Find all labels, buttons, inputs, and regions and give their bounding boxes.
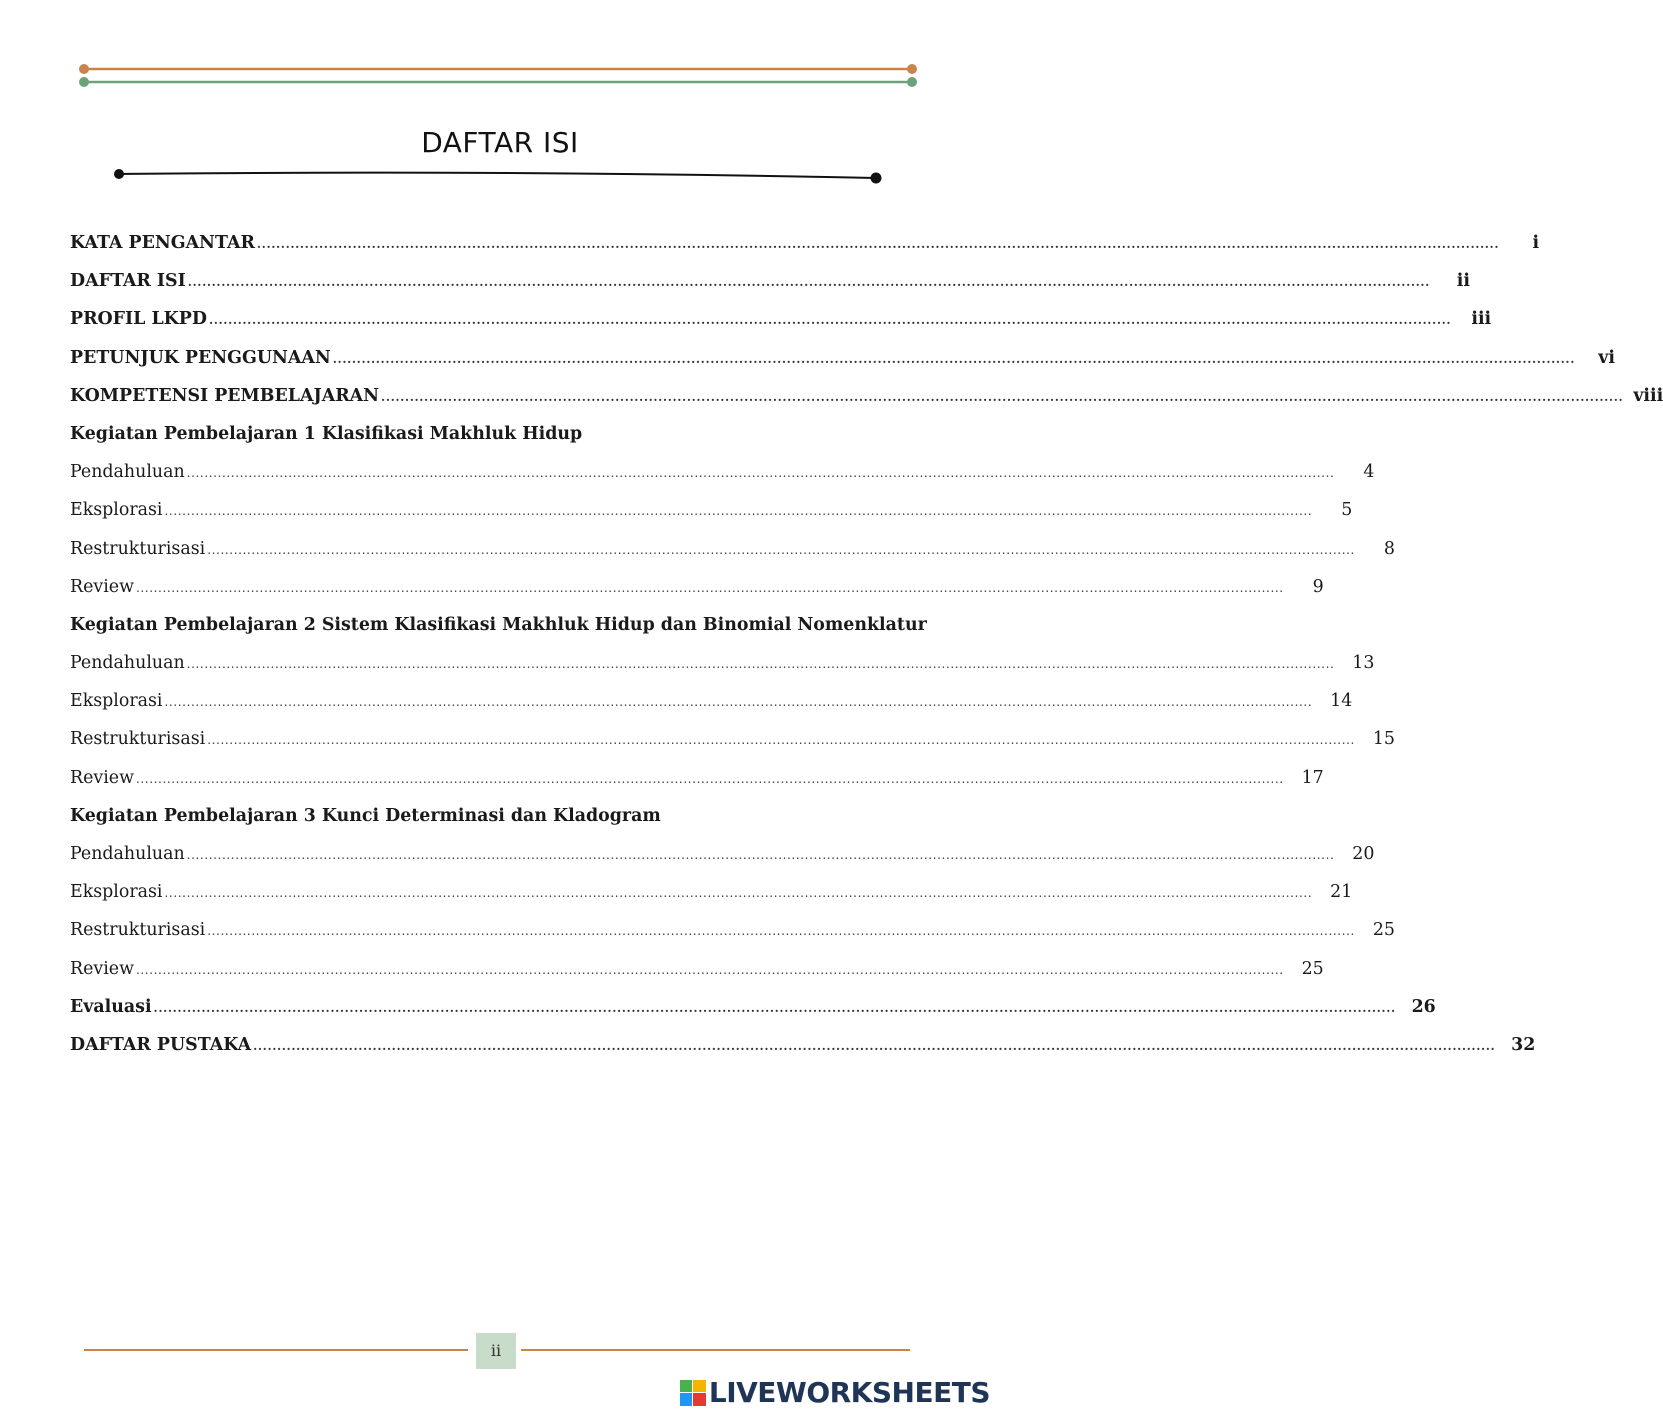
toc-entry-page-number: 5 xyxy=(1341,500,1353,521)
toc-entry-label: Evaluasi xyxy=(70,996,152,1017)
watermark-text: LIVEWORKSHEETS xyxy=(708,1376,990,1409)
toc-entry xyxy=(70,915,1395,953)
toc-entry-page-number: 20 xyxy=(1352,844,1375,864)
toc-dot-leader: .................................................................................................................................................................................................................................................................... xyxy=(253,1038,1496,1053)
toc-entry-label: DAFTAR ISI xyxy=(70,271,186,292)
toc-entry-page-number: iii xyxy=(1471,309,1492,330)
toc-dot-leader: .................................................................................................................................................................................................................................................................... xyxy=(208,313,1452,328)
toc-entry-label: Eksplorasi xyxy=(70,691,163,712)
toc-entry-page-number: i xyxy=(1532,233,1540,253)
toc-entry-label: Kegiatan Pembelajaran 3 Kunci Determinasi dan Kladogram xyxy=(70,805,661,826)
toc-dot-leader: .................................................................................................................................................................................................................................................................... xyxy=(381,389,1624,404)
toc-entry-label: KOMPETENSI PEMBELAJARAN xyxy=(70,385,380,406)
toc-dot-leader: .................................................................................................................................................................................................................................................................... xyxy=(332,351,1575,366)
toc-entry xyxy=(70,572,1324,610)
toc-entry-label: Pendahuluan xyxy=(70,462,185,483)
toc-entry-page-number: viii xyxy=(1633,385,1663,406)
toc-entry xyxy=(70,266,1470,304)
toc-entry-page-number: 32 xyxy=(1511,1034,1536,1055)
toc-entry-label: Kegiatan Pembelajaran 2 Sistem Klasifikasi Makhluk Hidup dan Binomial Nomenklatur xyxy=(70,614,927,635)
toc-entry-page-number: 25 xyxy=(1301,958,1324,979)
footer-page-number: ii xyxy=(476,1333,516,1369)
toc-entry xyxy=(70,686,1353,724)
toc-entry xyxy=(70,763,1324,801)
toc-entry-page-number: 26 xyxy=(1411,996,1436,1017)
toc-entry-label: Kegiatan Pembelajaran 1 Klasifikasi Makhluk Hidup xyxy=(70,423,583,444)
toc-dot-leader: .................................................................................................................................................................................................................................................................... xyxy=(135,771,1284,786)
toc-entry xyxy=(70,304,1492,342)
toc-entry-label: DAFTAR PUSTAKA xyxy=(70,1034,252,1055)
toc-section-heading xyxy=(70,801,922,839)
toc-entry-label: Pendahuluan xyxy=(70,653,185,674)
toc-entry xyxy=(70,724,1395,762)
toc-entry xyxy=(70,457,1375,495)
toc-entry xyxy=(70,954,1324,992)
toc-entry-label: Restrukturisasi xyxy=(70,920,206,941)
toc-entry-page-number: 21 xyxy=(1330,882,1353,903)
toc-dot-leader: .................................................................................................................................................................................................................................................................... xyxy=(164,504,1313,519)
page-title: DAFTAR ISI xyxy=(421,126,579,159)
toc-entry xyxy=(70,495,1353,533)
toc-dot-leader: .................................................................................................................................................................................................................................................................... xyxy=(186,466,1335,481)
toc-dot-leader: .................................................................................................................................................................................................................................................................... xyxy=(164,695,1313,710)
toc-entry xyxy=(70,648,1375,686)
toc-dot-leader: .................................................................................................................................................................................................................................................................... xyxy=(207,542,1355,557)
top-border-lines xyxy=(79,64,917,87)
toc-dot-leader: .................................................................................................................................................................................................................................................................... xyxy=(135,962,1284,977)
toc-entry-label: Eksplorasi xyxy=(70,882,163,903)
toc-entry xyxy=(70,1030,1536,1068)
toc-entry-page-number: 4 xyxy=(1363,462,1375,483)
toc-entry-label: KATA PENGANTAR xyxy=(70,233,255,253)
toc-dot-leader: .................................................................................................................................................................................................................................................................... xyxy=(135,580,1284,595)
toc-entry xyxy=(70,839,1375,877)
toc-entry-page-number: 25 xyxy=(1372,920,1395,941)
toc-dot-leader: .................................................................................................................................................................................................................................................................... xyxy=(153,1000,1396,1015)
toc-dot-leader: .................................................................................................................................................................................................................................................................... xyxy=(186,657,1335,672)
table-of-contents xyxy=(70,228,1663,1068)
toc-entry-label: Eksplorasi xyxy=(70,500,163,521)
liveworksheets-logo-icon xyxy=(680,1380,706,1406)
toc-dot-leader: .................................................................................................................................................................................................................................................................... xyxy=(186,848,1335,862)
toc-entry xyxy=(70,381,1663,419)
toc-entry xyxy=(70,343,1615,381)
toc-entry-page-number: 9 xyxy=(1312,576,1324,597)
toc-entry xyxy=(70,228,1540,266)
toc-entry xyxy=(70,992,1436,1030)
toc-entry-label: Review xyxy=(70,576,134,597)
toc-entry-label: Restrukturisasi xyxy=(70,538,206,559)
toc-entry xyxy=(70,534,1395,572)
title-underline xyxy=(114,169,882,184)
toc-dot-leader: .................................................................................................................................................................................................................................................................... xyxy=(207,733,1355,748)
toc-entry-label: Pendahuluan xyxy=(70,844,185,864)
toc-entry-page-number: vi xyxy=(1598,347,1615,368)
toc-dot-leader: .................................................................................................................................................................................................................................................................... xyxy=(256,237,1500,251)
toc-entry-page-number: 15 xyxy=(1372,729,1395,750)
toc-dot-leader: .................................................................................................................................................................................................................................................................... xyxy=(187,275,1430,290)
toc-entry-label: PROFIL LKPD xyxy=(70,309,207,330)
toc-section-heading xyxy=(70,610,927,648)
toc-section-heading xyxy=(70,419,922,457)
toc-entry-page-number: 14 xyxy=(1330,691,1353,712)
toc-entry-page-number: 13 xyxy=(1352,653,1375,674)
toc-entry-page-number: 17 xyxy=(1301,767,1324,788)
liveworksheets-watermark xyxy=(680,1376,990,1409)
toc-entry-label: PETUNJUK PENGGUNAAN xyxy=(70,347,331,368)
toc-entry xyxy=(70,877,1353,915)
toc-entry-label: Restrukturisasi xyxy=(70,729,206,750)
toc-dot-leader: .................................................................................................................................................................................................................................................................... xyxy=(164,886,1313,901)
toc-dot-leader: .................................................................................................................................................................................................................................................................... xyxy=(207,924,1355,939)
toc-entry-page-number: ii xyxy=(1456,271,1470,292)
toc-entry-label: Review xyxy=(70,958,134,979)
toc-entry-page-number: 8 xyxy=(1383,538,1395,559)
toc-entry-label: Review xyxy=(70,767,134,788)
